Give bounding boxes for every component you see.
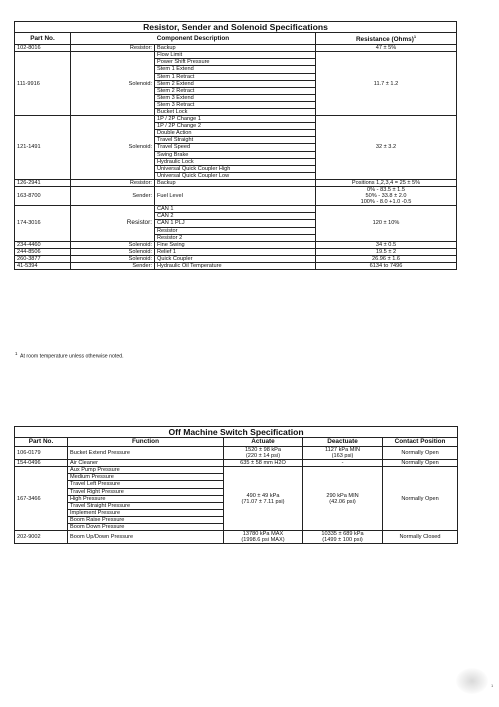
switch-function-line: Boom Down Pressure [70,524,125,531]
switch-function-line: Bucket Extend Pressure [70,450,131,457]
resistance-value [316,241,457,248]
component-description-line: Travel Speed [155,144,315,151]
component-description-line: Fuel Level [157,193,183,200]
component-type: Sender: [71,263,155,270]
resistance-value-line: 32 ± 3.2 [375,144,397,151]
header-resistance: Resistance (Ohms)$^1$ [316,33,457,45]
contact-position: Normally Closed [383,531,458,544]
component-description-line: Quick Coupler [157,255,193,262]
component-type: Solenoid: [71,241,155,248]
off-machine-switch-table [14,426,458,544]
part-number: 260-3877 [15,255,71,262]
component-description-line: Universal Quick Coupler High [155,166,315,173]
resistance-value [316,45,457,52]
header-actuate: Actuate [224,438,303,447]
switch-function-line: Medium Pressure [68,474,223,481]
actuate-value [224,531,303,544]
deactuate-value [303,447,383,460]
deactuate-value-line: 10335 ± 689 kPa [321,531,364,538]
resistance-value-line: 6134 to 7496 [369,263,403,270]
deactuate-value [303,467,383,531]
component-description-line: Stem 2 Retract [155,88,315,95]
part-number: 244-8506 [15,248,71,255]
component-description-line: Hydraulic Oil Temperature [157,263,222,270]
part-number: 167-3466 [15,467,68,531]
resistor-table-title: Resistor, Sender and Solenoid Specifications [15,22,457,33]
deactuate-value-line: - [341,460,344,467]
part-number: 126-2941 [15,179,71,186]
resistance-footnote: $^1$ At room temperature unless otherwise noted. [15,351,124,360]
deactuate-value-line: (42.06 psi) [329,498,356,505]
component-description-line: Swing Brake [155,152,315,159]
actuate-value-line: 490 ± 49 kPa [246,492,280,499]
actuate-value-line: (71.07 ± 7.11 psi) [241,498,285,505]
component-description [155,248,316,255]
actuate-value [224,460,303,467]
switch-function [68,447,224,460]
header-function: Function [68,438,224,447]
part-number: 121-1491 [15,116,71,180]
switch-table-title: Off Machine Switch Specification [15,427,458,438]
table-row [15,447,458,460]
page-corner-mark [456,668,488,694]
resistor-sender-solenoid-table [14,21,457,270]
resistance-value-line: 19.5 ± 2 [375,248,397,255]
table-row [15,52,457,116]
component-description-line: Stem 3 Retract [155,102,315,109]
switch-function-line: Air Cleaner [70,460,98,467]
table-row [15,255,457,262]
resistance-value-line: 26.96 ± 1.6 [372,255,400,262]
switch-function-line: Boom Up/Down Pressure [70,534,134,541]
component-description [155,187,316,206]
component-description-line: Hydraulic Lock [155,159,315,166]
part-number: 174-3016 [15,206,71,241]
deactuate-value [303,531,383,544]
resistance-value [316,52,457,116]
table-row [15,116,457,180]
component-description [155,263,316,270]
component-description-line: 1P / 2P Change 2 [155,123,315,130]
switch-function-line: High Pressure [68,496,223,503]
resistance-value [316,255,457,262]
component-description-line: Stem 2 Extend [155,81,315,88]
contact-position: Normally Open [383,460,458,467]
component-type: Resistor: [71,206,155,241]
switch-function-line: Boom Raise Pressure [68,517,223,524]
switch-function [68,460,224,467]
component-description-line: Bucket Lock [157,108,188,115]
component-description-line: Resistor [155,228,315,235]
component-description [155,116,316,180]
part-number: 234-4460 [15,241,71,248]
resistance-value [316,206,457,241]
resistance-value [316,179,457,186]
part-number: 41-5394 [15,263,71,270]
header-part-no: Part No. [15,438,68,447]
component-description-line: Relief 1 [157,248,176,255]
resistance-value-line: 11.7 ± 1.2 [373,80,399,87]
component-type: Resistor: [71,179,155,186]
component-type: Solenoid: [71,116,155,180]
switch-function [68,467,224,531]
contact-position: Normally Open [383,467,458,531]
table-row [15,248,457,255]
component-description [155,45,316,52]
deactuate-value-line: (1499 ± 100 psi) [322,537,363,544]
part-number: 202-9002 [15,531,68,544]
table-row [15,460,458,467]
actuate-value-line: (220 ± 14 psi) [245,453,281,460]
component-description-line: Double Action [155,130,315,137]
switch-function-line: Travel Right Pressure [68,489,223,496]
component-description-line: 1P / 2P Change 1 [155,116,315,123]
header-part-no: Part No. [15,33,71,45]
deactuate-value [303,460,383,467]
actuate-value [224,467,303,531]
component-description-line: Universal Quick Coupler Low [157,172,230,179]
component-description-line: Backup [157,45,176,52]
actuate-value-line: (1998.6 psi MAX) [241,537,285,544]
table-row [15,45,457,52]
switch-function-line: Travel Straight Pressure [68,503,223,510]
component-type: Solenoid: [71,255,155,262]
table-row [15,179,457,186]
header-deactuate: Deactuate [303,438,383,447]
actuate-value-line: 1520 ± 98 kPa [244,447,282,453]
component-description-line: Stem 1 Retract [155,74,315,81]
resistance-value [316,263,457,270]
part-number: 163-8700 [15,187,71,206]
resistance-value-line: 100% - 8.0 +1.0 -0.5 [360,199,412,206]
component-description [155,179,316,186]
resistance-value [316,116,457,180]
table-row [15,187,457,206]
component-description-line: Stem 1 Extend [155,66,315,73]
header-component-description: Component Description [71,33,316,45]
component-type: Sender: [71,187,155,206]
component-description [155,52,316,116]
header-contact-position: Contact Position [383,438,458,447]
actuate-value-line: 635 ± 58 mm H2O [240,460,286,467]
page-number: 1 [491,683,494,688]
switch-function-line: Travel Left Pressure [68,481,223,488]
resistance-value-line: 120 ± 10% [372,220,400,227]
switch-function-line: Aux Pump Pressure [68,467,223,474]
table-row [15,206,457,241]
switch-function [68,531,224,544]
component-description [155,255,316,262]
actuate-value [224,447,303,460]
resistance-value [316,187,457,206]
component-type: Resistor: [71,45,155,52]
component-description-line: CAN 1 PLJ [155,220,315,227]
resistance-value-line: 0% - 83.5 ± 1.5 [367,187,405,193]
actuate-value-line: 13780 kPa MAX [242,531,284,538]
part-number: 102-8016 [15,45,71,52]
component-description-line: Fine Swing [157,241,185,248]
table-row [15,531,458,544]
table-row [15,263,457,270]
table-row [15,467,458,531]
component-description-line: Backup [157,179,176,186]
switch-function-line: Implement Pressure [68,510,223,517]
contact-position: Normally Open [383,447,458,460]
component-description-line: CAN 2 [155,213,315,220]
deactuate-value-line: 1127 kPa MIN [324,447,361,453]
part-number: 106-0179 [15,447,68,460]
component-type: Solenoid: [71,52,155,116]
component-description-line: Resistor 2 [157,234,183,241]
part-number: 111-9916 [15,52,71,116]
part-number: 154-0496 [15,460,68,467]
component-description-line: CAN 1 [155,206,315,213]
deactuate-value-line: 290 kPa MIN [326,492,359,499]
resistance-value-line: 34 ± 0.5 [375,241,397,248]
component-type: Solenoid: [71,248,155,255]
table-row [15,241,457,248]
component-description-line: Stem 3 Extend [155,95,315,102]
resistance-value-line: Positions 1,2,3,4 = 25 ± 5% [351,179,421,186]
component-description [155,241,316,248]
resistance-value-line: 47 ± 5% [375,45,397,52]
component-description [155,206,316,241]
component-description-line: Flow Limit [155,52,315,59]
component-description-line: Travel Straight [155,137,315,144]
resistance-value [316,248,457,255]
resistance-value-line: 50% - 33.8 ± 2.0 [365,193,407,200]
deactuate-value-line: (163 psi) [331,453,354,460]
component-description-line: Power Shift Pressure [155,59,315,66]
